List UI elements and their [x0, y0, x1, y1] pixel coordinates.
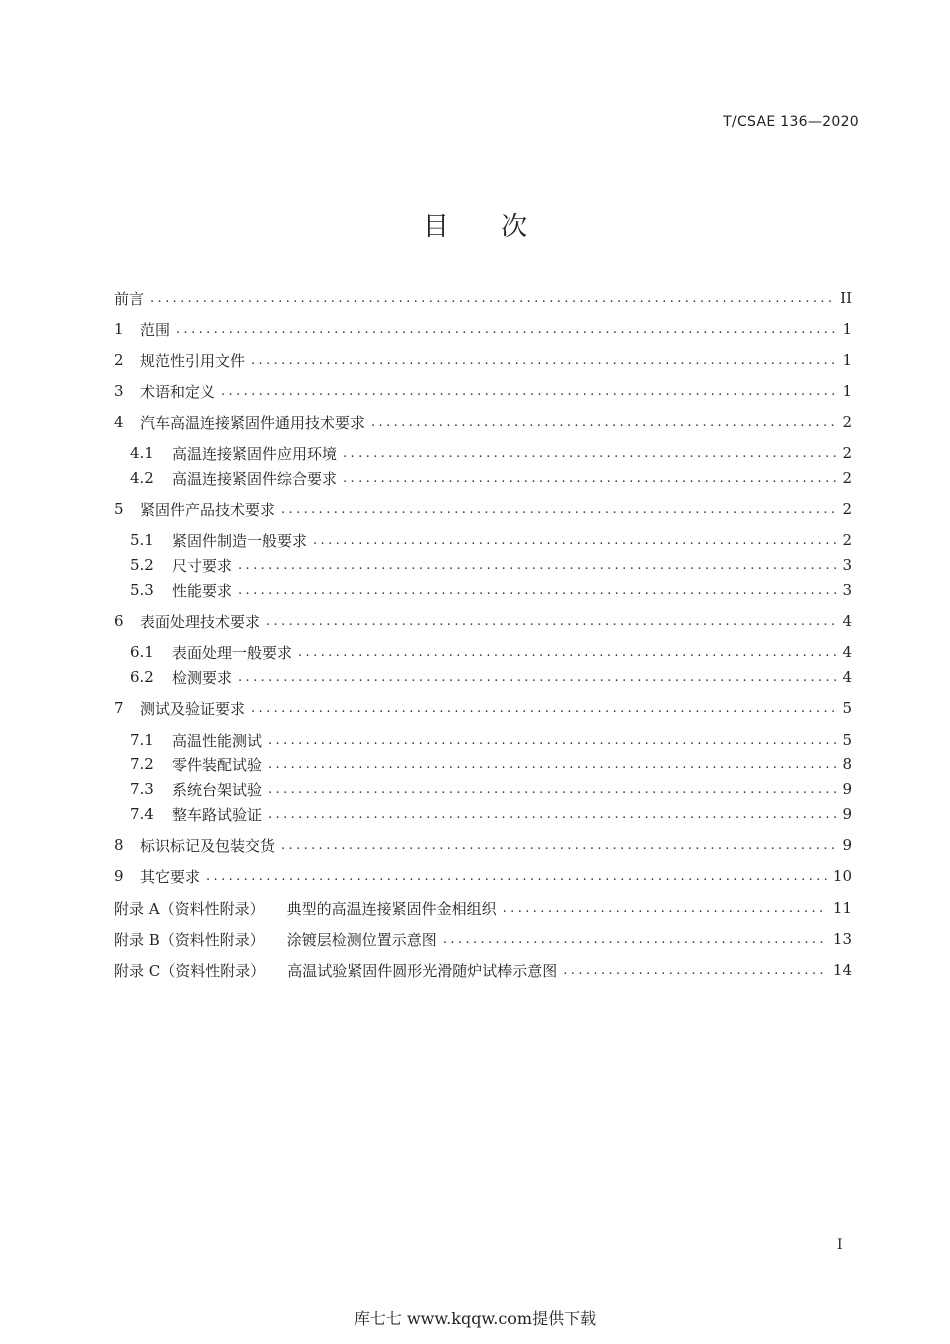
leader-dots [443, 932, 827, 947]
toc-number: 7.2 [130, 755, 154, 773]
leader-dots [343, 446, 836, 461]
page-number: I [837, 1237, 843, 1253]
toc-subentry[interactable] [130, 554, 852, 576]
toc-page: 4 [842, 643, 852, 661]
toc-number: 6.1 [130, 643, 154, 661]
toc-label: 高温连接紧固件应用环境 [172, 444, 338, 463]
leader-dots [251, 701, 836, 716]
toc-page: 13 [832, 930, 852, 948]
toc-page: 2 [842, 469, 852, 487]
leader-dots [343, 471, 836, 486]
toc-label: 其它要求 [140, 867, 201, 886]
toc-page: 5 [842, 731, 852, 749]
toc-label: 高温试验紧固件圆形光滑随炉试棒示意图 [287, 961, 558, 980]
toc-subentry[interactable] [130, 753, 852, 775]
toc-page: 1 [842, 320, 852, 338]
toc-label: 标识标记及包装交货 [140, 836, 276, 855]
toc-subentry[interactable] [130, 467, 852, 489]
toc-number: 5.3 [130, 581, 154, 599]
toc-entry[interactable] [114, 380, 852, 402]
toc-page: II [840, 289, 852, 307]
toc-label: 范围 [140, 320, 171, 339]
leader-dots [268, 757, 836, 772]
leader-dots [221, 384, 836, 399]
toc-number: 5.1 [130, 531, 154, 549]
toc-number: 1 [114, 320, 124, 338]
leader-dots [313, 533, 836, 548]
toc-label: 汽车高温连接紧固件通用技术要求 [140, 413, 366, 432]
toc-number: 7.3 [130, 780, 154, 798]
toc-page: 11 [832, 899, 852, 917]
toc-label: 系统台架试验 [172, 780, 263, 799]
toc-page: 9 [842, 805, 852, 823]
toc-label: 整车路试验证 [172, 805, 263, 824]
toc-entry[interactable] [114, 318, 852, 340]
appendix-number: 附录 C（资料性附录） [114, 961, 266, 980]
toc-number: 9 [114, 867, 124, 885]
toc-page: 1 [842, 382, 852, 400]
toc-entry[interactable] [114, 865, 852, 887]
toc-number: 7 [114, 699, 124, 717]
toc-label: 零件装配试验 [172, 755, 263, 774]
toc-subentry[interactable] [130, 529, 852, 551]
toc-number: 4.1 [130, 444, 154, 462]
toc-page: 10 [832, 867, 852, 885]
toc-number: 3 [114, 382, 124, 400]
toc-appendix-entry[interactable] [114, 959, 852, 981]
toc-page: 2 [842, 531, 852, 549]
toc-page: 2 [842, 413, 852, 431]
toc-label: 前言 [114, 289, 145, 308]
toc-number: 8 [114, 836, 124, 854]
leader-dots [266, 614, 836, 629]
leader-dots [298, 645, 836, 660]
appendix-number: 附录 A（资料性附录） [114, 899, 265, 918]
toc-label: 表面处理一般要求 [172, 643, 293, 662]
toc-entry[interactable] [114, 498, 852, 520]
toc-entry[interactable] [114, 834, 852, 856]
toc-page: 1 [842, 351, 852, 369]
toc-appendix-entry[interactable] [114, 897, 852, 919]
leader-dots [268, 807, 836, 822]
toc-subentry[interactable] [130, 666, 852, 688]
toc-page: 8 [842, 755, 852, 773]
toc-page: 9 [842, 836, 852, 854]
toc-number: 2 [114, 351, 124, 369]
toc-entry-foreword[interactable] [114, 287, 852, 309]
leader-dots [238, 558, 836, 573]
toc-page: 2 [842, 444, 852, 462]
toc-label: 高温连接紧固件综合要求 [172, 469, 338, 488]
toc-page: 9 [842, 780, 852, 798]
toc-label: 测试及验证要求 [140, 699, 246, 718]
toc-subentry[interactable] [130, 778, 852, 800]
leader-dots [238, 583, 836, 598]
toc-page: 5 [842, 699, 852, 717]
toc-label: 表面处理技术要求 [140, 612, 261, 631]
toc-entry[interactable] [114, 697, 852, 719]
toc-label: 规范性引用文件 [140, 351, 246, 370]
leader-dots [281, 838, 836, 853]
toc-page: 14 [832, 961, 852, 979]
toc-subentry[interactable] [130, 641, 852, 663]
leader-dots [503, 901, 827, 916]
leader-dots [150, 291, 834, 306]
toc-subentry[interactable] [130, 442, 852, 464]
toc-number: 6 [114, 612, 124, 630]
leader-dots [206, 869, 827, 884]
toc-entry[interactable] [114, 610, 852, 632]
footer-watermark: 库七七 www.kqqw.com提供下载 [353, 1309, 597, 1328]
leader-dots [238, 670, 836, 685]
toc-entry[interactable] [114, 411, 852, 433]
page-title: 目 次 [422, 212, 550, 242]
toc-appendix-entry[interactable] [114, 928, 852, 950]
toc-number: 6.2 [130, 668, 154, 686]
toc-subentry[interactable] [130, 729, 852, 751]
toc-number: 5 [114, 500, 124, 518]
appendix-number: 附录 B（资料性附录） [114, 930, 265, 949]
toc-subentry[interactable] [130, 579, 852, 601]
toc-page: 4 [842, 668, 852, 686]
leader-dots [176, 322, 836, 337]
toc-number: 7.1 [130, 731, 154, 749]
toc-label: 性能要求 [172, 581, 233, 600]
leader-dots [268, 782, 836, 797]
toc-number: 4 [114, 413, 124, 431]
toc-label: 涂镀层检测位置示意图 [286, 930, 437, 949]
toc-number: 5.2 [130, 556, 154, 574]
toc-subentry[interactable] [130, 803, 852, 825]
toc-label: 典型的高温连接紧固件金相组织 [286, 899, 497, 918]
standard-code: T/CSAE 136—2020 [723, 114, 859, 130]
toc-number: 4.2 [130, 469, 154, 487]
toc-label: 检测要求 [172, 668, 233, 687]
leader-dots [251, 353, 836, 368]
toc-page: 2 [842, 500, 852, 518]
leader-dots [268, 733, 836, 748]
toc-page: 3 [842, 581, 852, 599]
toc-label: 紧固件制造一般要求 [172, 531, 308, 550]
leader-dots [371, 415, 836, 430]
toc-label: 高温性能测试 [172, 731, 263, 750]
toc-page: 3 [842, 556, 852, 574]
toc-label: 尺寸要求 [172, 556, 233, 575]
toc-number: 7.4 [130, 805, 154, 823]
toc-entry[interactable] [114, 349, 852, 371]
toc-label: 紧固件产品技术要求 [140, 500, 276, 519]
toc-label: 术语和定义 [140, 382, 216, 401]
toc-page: 4 [842, 612, 852, 630]
leader-dots [563, 963, 827, 978]
leader-dots [281, 502, 836, 517]
